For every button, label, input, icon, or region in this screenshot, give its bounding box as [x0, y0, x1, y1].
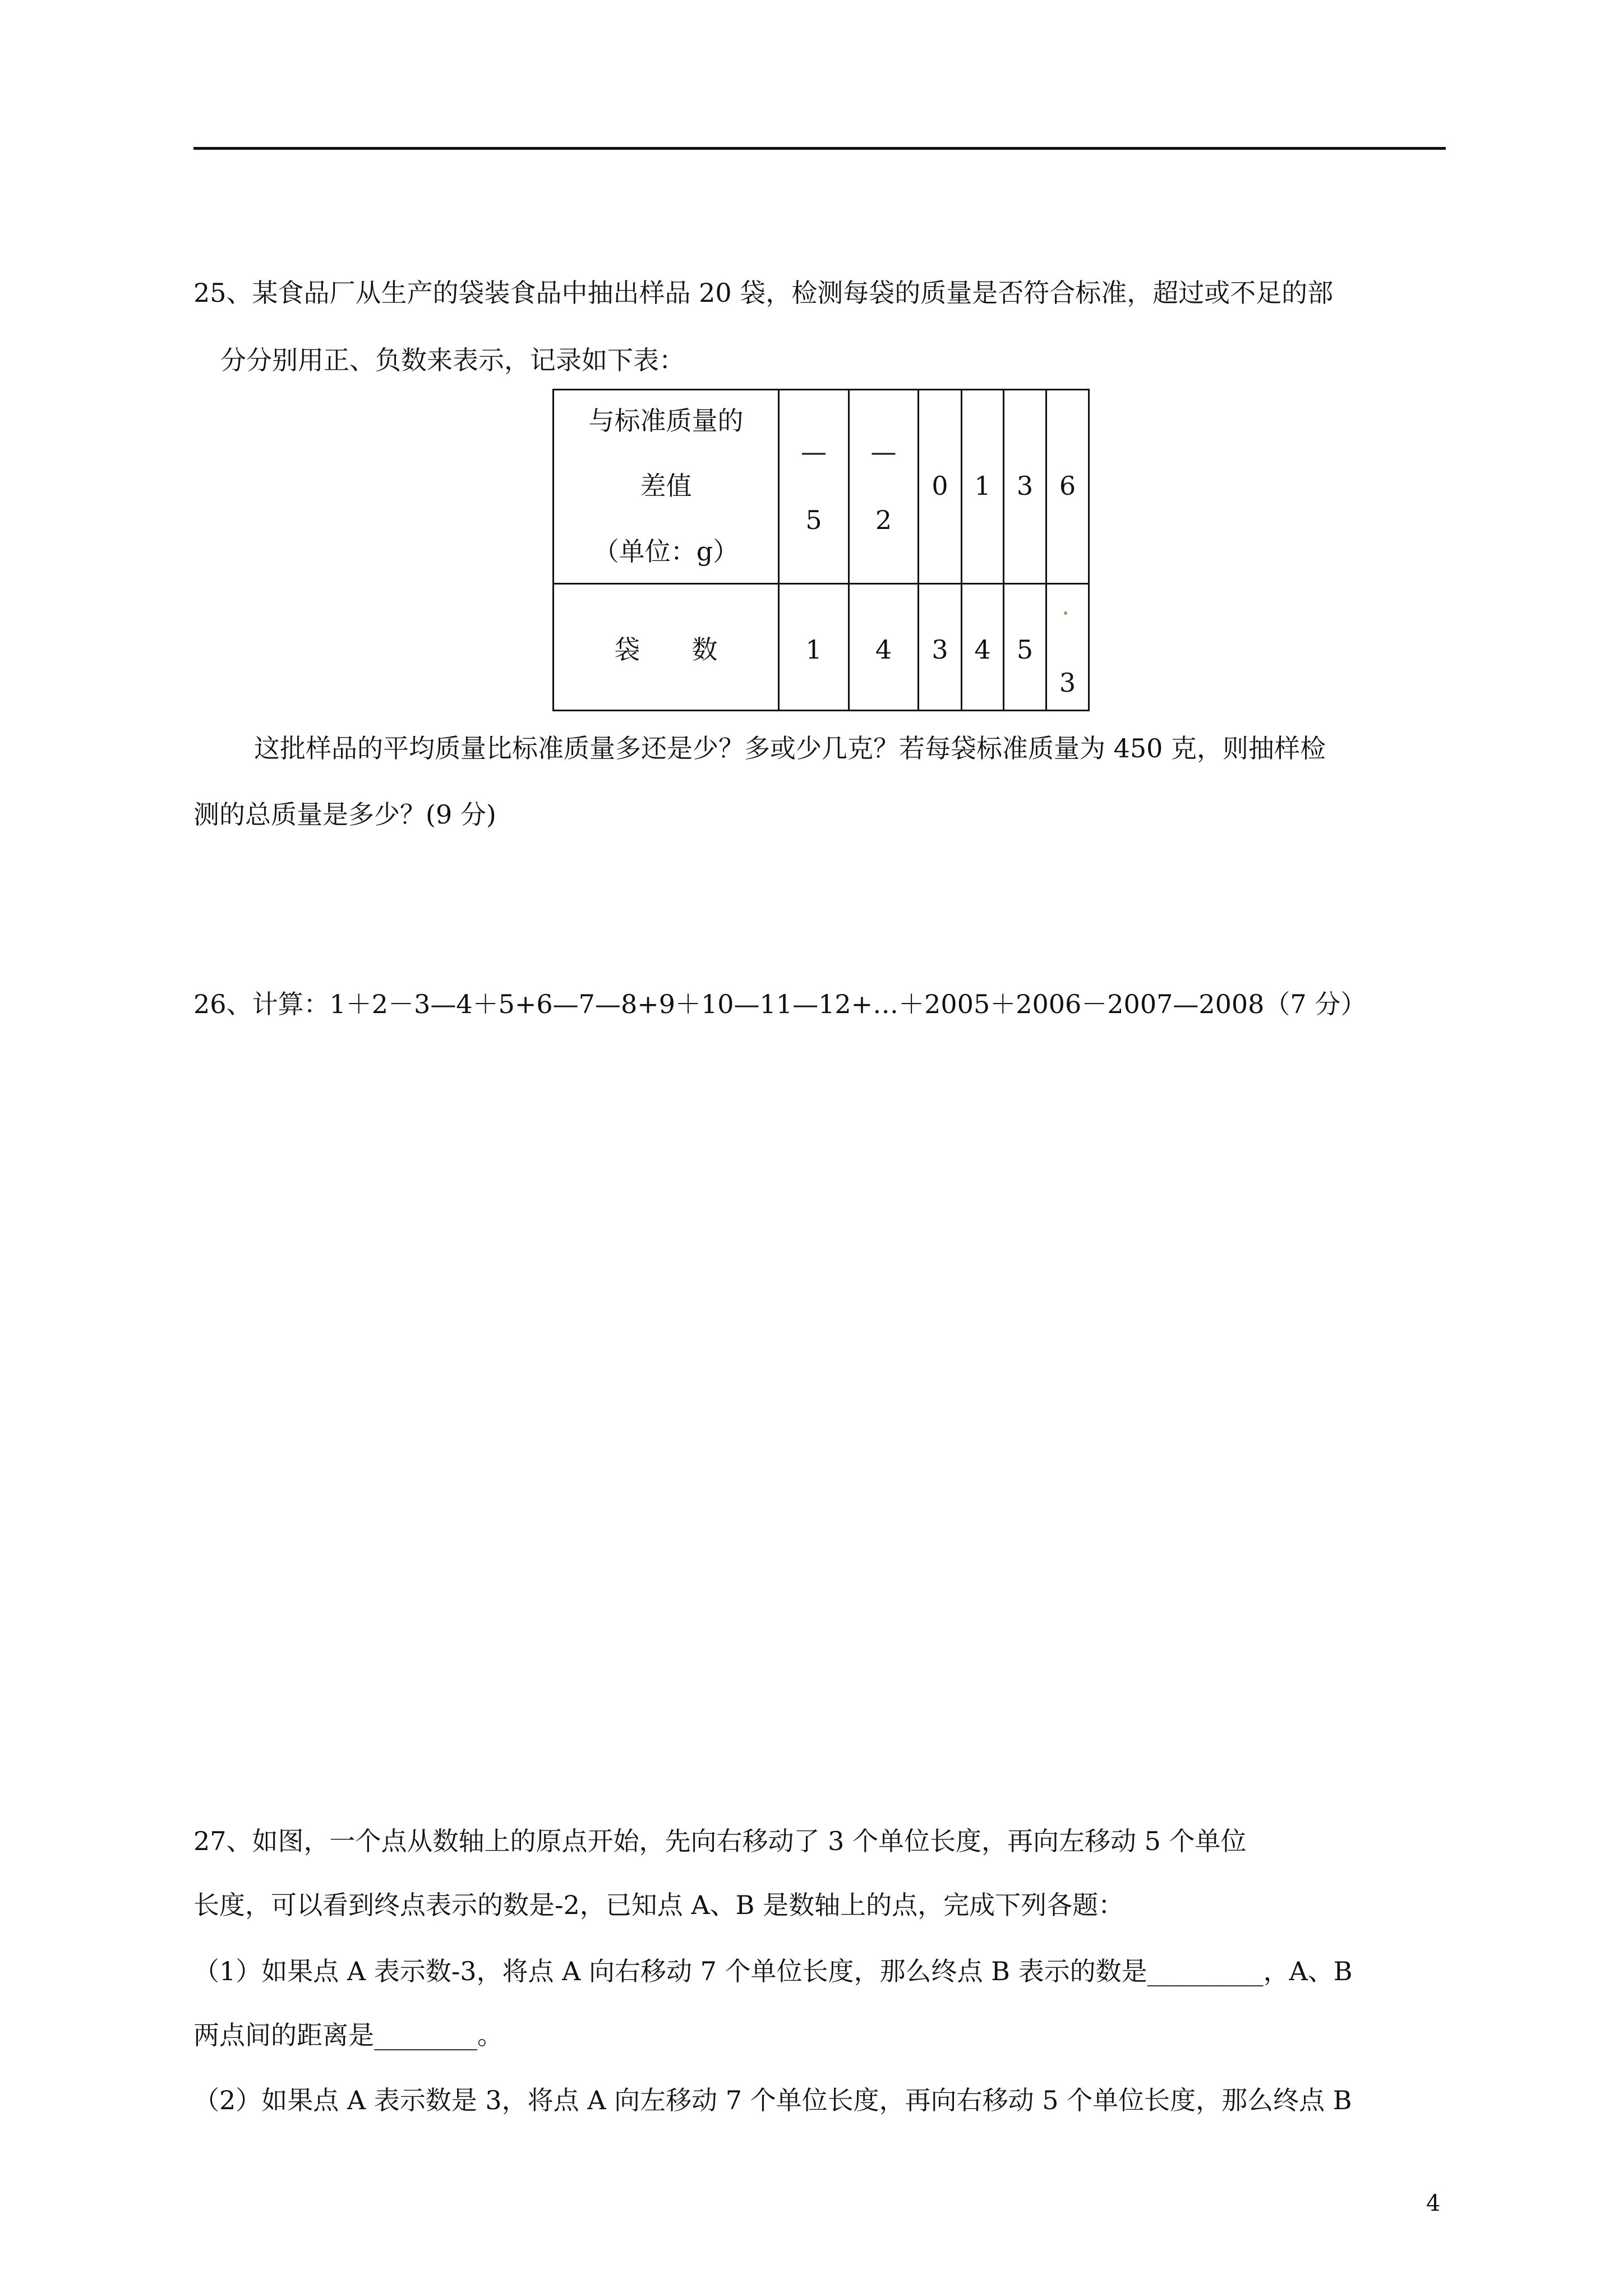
q25-text-line-4: 测的总质量是多少？(9 分) [193, 799, 496, 830]
q27-text-line-4: 两点间的距离是________。 [193, 2020, 503, 2050]
header-label-line-1: 与标准质量的 [588, 406, 744, 436]
diff-1-sign: — [801, 436, 827, 467]
table-border-bottom [552, 710, 1090, 711]
diff-5-value: 3 [1016, 471, 1034, 501]
diff-1-value: 5 [805, 505, 822, 535]
diff-2-value: 2 [875, 505, 892, 535]
q27-text-line-5: （2）如果点 A 表示数是 3，将点 A 向左移动 7 个单位长度，再向右移动 5 个单位长度，那么终点 B [193, 2085, 1352, 2115]
header-label-line-3: （单位：g） [593, 536, 739, 567]
stray-dot-mark [1064, 611, 1067, 615]
page-number: 4 [1426, 2191, 1441, 2216]
header-label-line-2: 差值 [640, 471, 692, 501]
header-rule [193, 147, 1446, 150]
q25-text-line-1: 25、某食品厂从生产的袋装食品中抽出样品 20 袋，检测每袋的质量是否符合标准，超过或不足的部 [193, 278, 1334, 308]
count-5: 5 [1016, 634, 1034, 665]
table-border-v7 [1088, 389, 1090, 711]
diff-3-value: 0 [932, 471, 948, 501]
q27-text-line-2: 长度，可以看到终点表示的数是-2，已知点 A、B 是数轴上的点，完成下列各题： [193, 1890, 1124, 1920]
table-border-middle [552, 583, 1090, 585]
diff-2-sign: — [870, 436, 897, 467]
diff-6-value: 6 [1059, 471, 1076, 501]
diff-4-value: 1 [974, 471, 991, 501]
table-border-top [552, 389, 1090, 390]
q25-text-line-3: 这批样品的平均质量比标准质量多还是少？多或少几克？若每袋标准质量为 450 克，则抽样检 [254, 733, 1326, 763]
q25-text-line-2: 分分别用正、负数来表示，记录如下表： [220, 345, 685, 375]
table-border-v6 [1045, 389, 1047, 711]
count-1: 1 [805, 634, 822, 665]
count-row-label: 袋 数 [614, 634, 718, 665]
count-2: 4 [875, 634, 892, 665]
count-6: 3 [1059, 668, 1076, 698]
q27-text-line-1: 27、如图，一个点从数轴上的原点开始，先向右移动了 3 个单位长度，再向左移动 5 个单位 [193, 1826, 1247, 1856]
count-3: 3 [932, 634, 948, 665]
q27-text-line-3: （1）如果点 A 表示数-3，将点 A 向右移动 7 个单位长度，那么终点 B 表示的数是_________，A、B [193, 1956, 1353, 1986]
count-4: 4 [974, 634, 991, 665]
q26-text-line-1: 26、计算：1＋2－3—4＋5+6—7—8+9＋10—11—12+…＋2005＋2006－2007—2008（7 分） [193, 989, 1367, 1019]
